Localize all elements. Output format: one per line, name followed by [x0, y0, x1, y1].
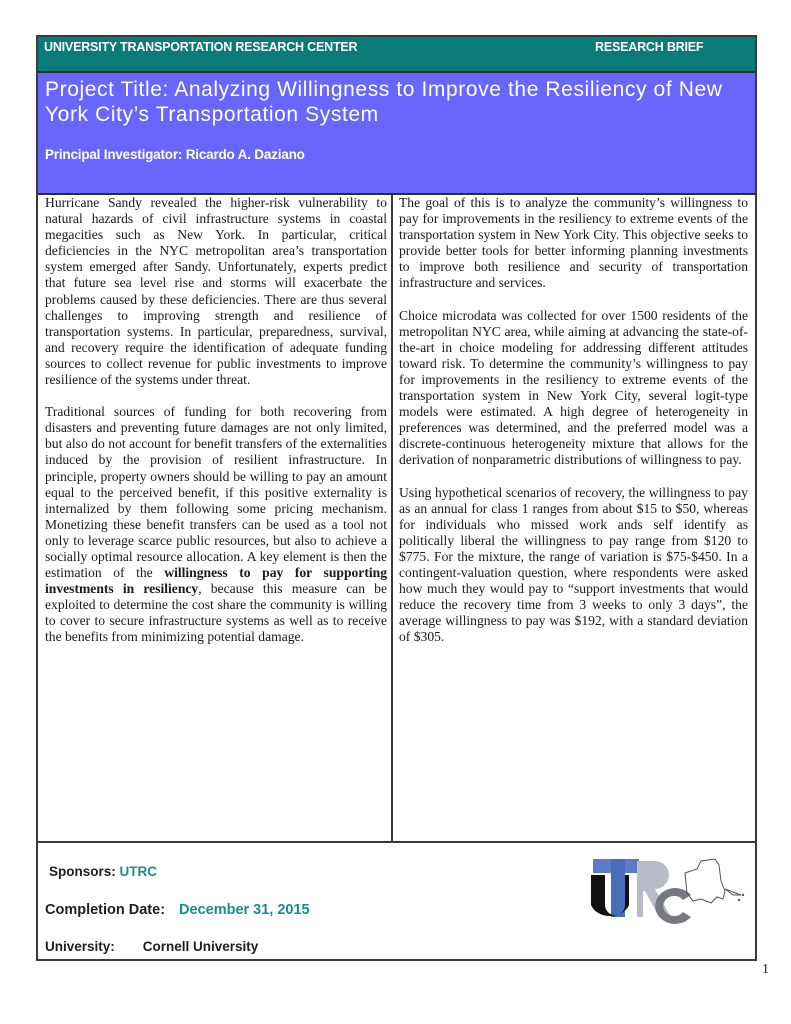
ny-state-outline — [685, 859, 741, 903]
paragraph: Choice microdata was collected for over 1500 residents of the metropolitan NYC area, while aiming at advancing the state-of-the-art in choice modeling for addressing different attitudes toward risk. To determine the community’s willingness to pay for improvements in the resiliency to extreme events of the transportation system in New York City, several logit-type models were estimated. A high degree of heterogeneity in preferences was determined, and the preferred model was a discrete-continuous heterogeneity mixture that allows for the derivation of nonparametric distributions of willingness to pay. — [399, 307, 748, 468]
body-content — [38, 195, 755, 843]
logo-r-shape — [637, 861, 671, 917]
logo-c-shape — [655, 888, 691, 924]
research-brief-page — [36, 35, 757, 961]
university-row — [45, 939, 258, 954]
organization-name: UNIVERSITY TRANSPORTATION RESEARCH CENTER — [44, 40, 358, 54]
sponsors-value: UTRC — [119, 864, 158, 879]
completion-date-label: Completion Date: — [45, 902, 166, 918]
paragraph: Using hypothetical scenarios of recovery, the willingness to pay as an annual for class 1 ranges from about $15 to $50, whereas for individuals who missed work ands self identify as politically liberal the willingness to pay range from $120 to $775. For the mixture, the range of variation is $75-$450. In a contingent-valuation question, where respondents were asked how much they would pay to “support investments that would reduce the recovery time from 3 weeks to only 3 days”, the average willingness to pay was $192, with a standard deviation of $305. — [399, 484, 748, 645]
right-column — [399, 195, 748, 841]
column-divider — [391, 195, 393, 841]
utrc-logo — [585, 855, 750, 935]
title-block — [38, 73, 755, 195]
logo-t-stem — [611, 859, 625, 917]
project-title: Project Title: Analyzing Willingness to Improve the Resiliency of New York City’s Transportation System — [45, 78, 723, 126]
sponsors-row — [49, 864, 157, 879]
paragraph-text: Traditional sources of funding for both recovering from disasters and preventing future damages are not only limited, but also do not account for benefit transfers of the externalities induced by the provision of resilient infrastructure. In principle, property owners should be willing to pay an amount equal to the perceived benefit, if this positive externality is internalized by them following some pricing mechanism. Monetizing these benefit transfers can be used as a tool not only to leverage scarce public resources, but also to achieve a socially optimal resource allocation. A key element is then the estimation of the — [45, 404, 387, 581]
paragraph-text: , because this measure can be exploited to determine the cost share the community is willing to cover to secure infrastructure systems as well as to receive the benefits from minimizing potential damage. — [45, 581, 387, 645]
paragraph: Hurricane Sandy revealed the higher-risk vulnerability to natural hazards of civil infrastructure systems in coastal megacities such as New York. In particular, critical deficiencies in the NYC metropolitan area’s transportation system emerged after Sandy. Unfortunately, experts predict that future sea level rise and storms will exacerbate the problems caused by these deficiencies. There are thus several challenges to improving strength and resilience of transportation systems. In particular, preparedness, survival, and recovery require the identification of adequate funding sources to collect revenue for public investments to improve resilience of the systems under threat. — [45, 195, 387, 388]
emphasis-text: willingness to pay for supporting investments in resiliency — [45, 565, 387, 597]
logo-dot — [738, 899, 740, 901]
project-info-footer — [38, 843, 755, 959]
completion-date-value: December 31, 2015 — [179, 902, 310, 918]
header-bar — [38, 37, 755, 73]
left-column — [45, 195, 387, 841]
paragraph: The goal of this is to analyze the community’s willingness to pay for improvements in the resiliency to extreme events of the transportation system in New York City. This objective seeks to provide better tools for better informing planning investments to improve both resilience and security of transportation infrastructure and services. — [399, 195, 748, 291]
page-number: 1 — [762, 962, 769, 977]
logo-dot — [742, 894, 744, 896]
university-label: University: — [45, 939, 115, 954]
completion-date-row — [45, 902, 310, 918]
document-type: RESEARCH BRIEF — [595, 40, 704, 54]
principal-investigator: Principal Investigator: Ricardo A. Daziano — [45, 147, 305, 162]
university-value: Cornell University — [142, 939, 259, 954]
paragraph — [45, 404, 387, 645]
sponsors-label: Sponsors: — [49, 864, 120, 879]
